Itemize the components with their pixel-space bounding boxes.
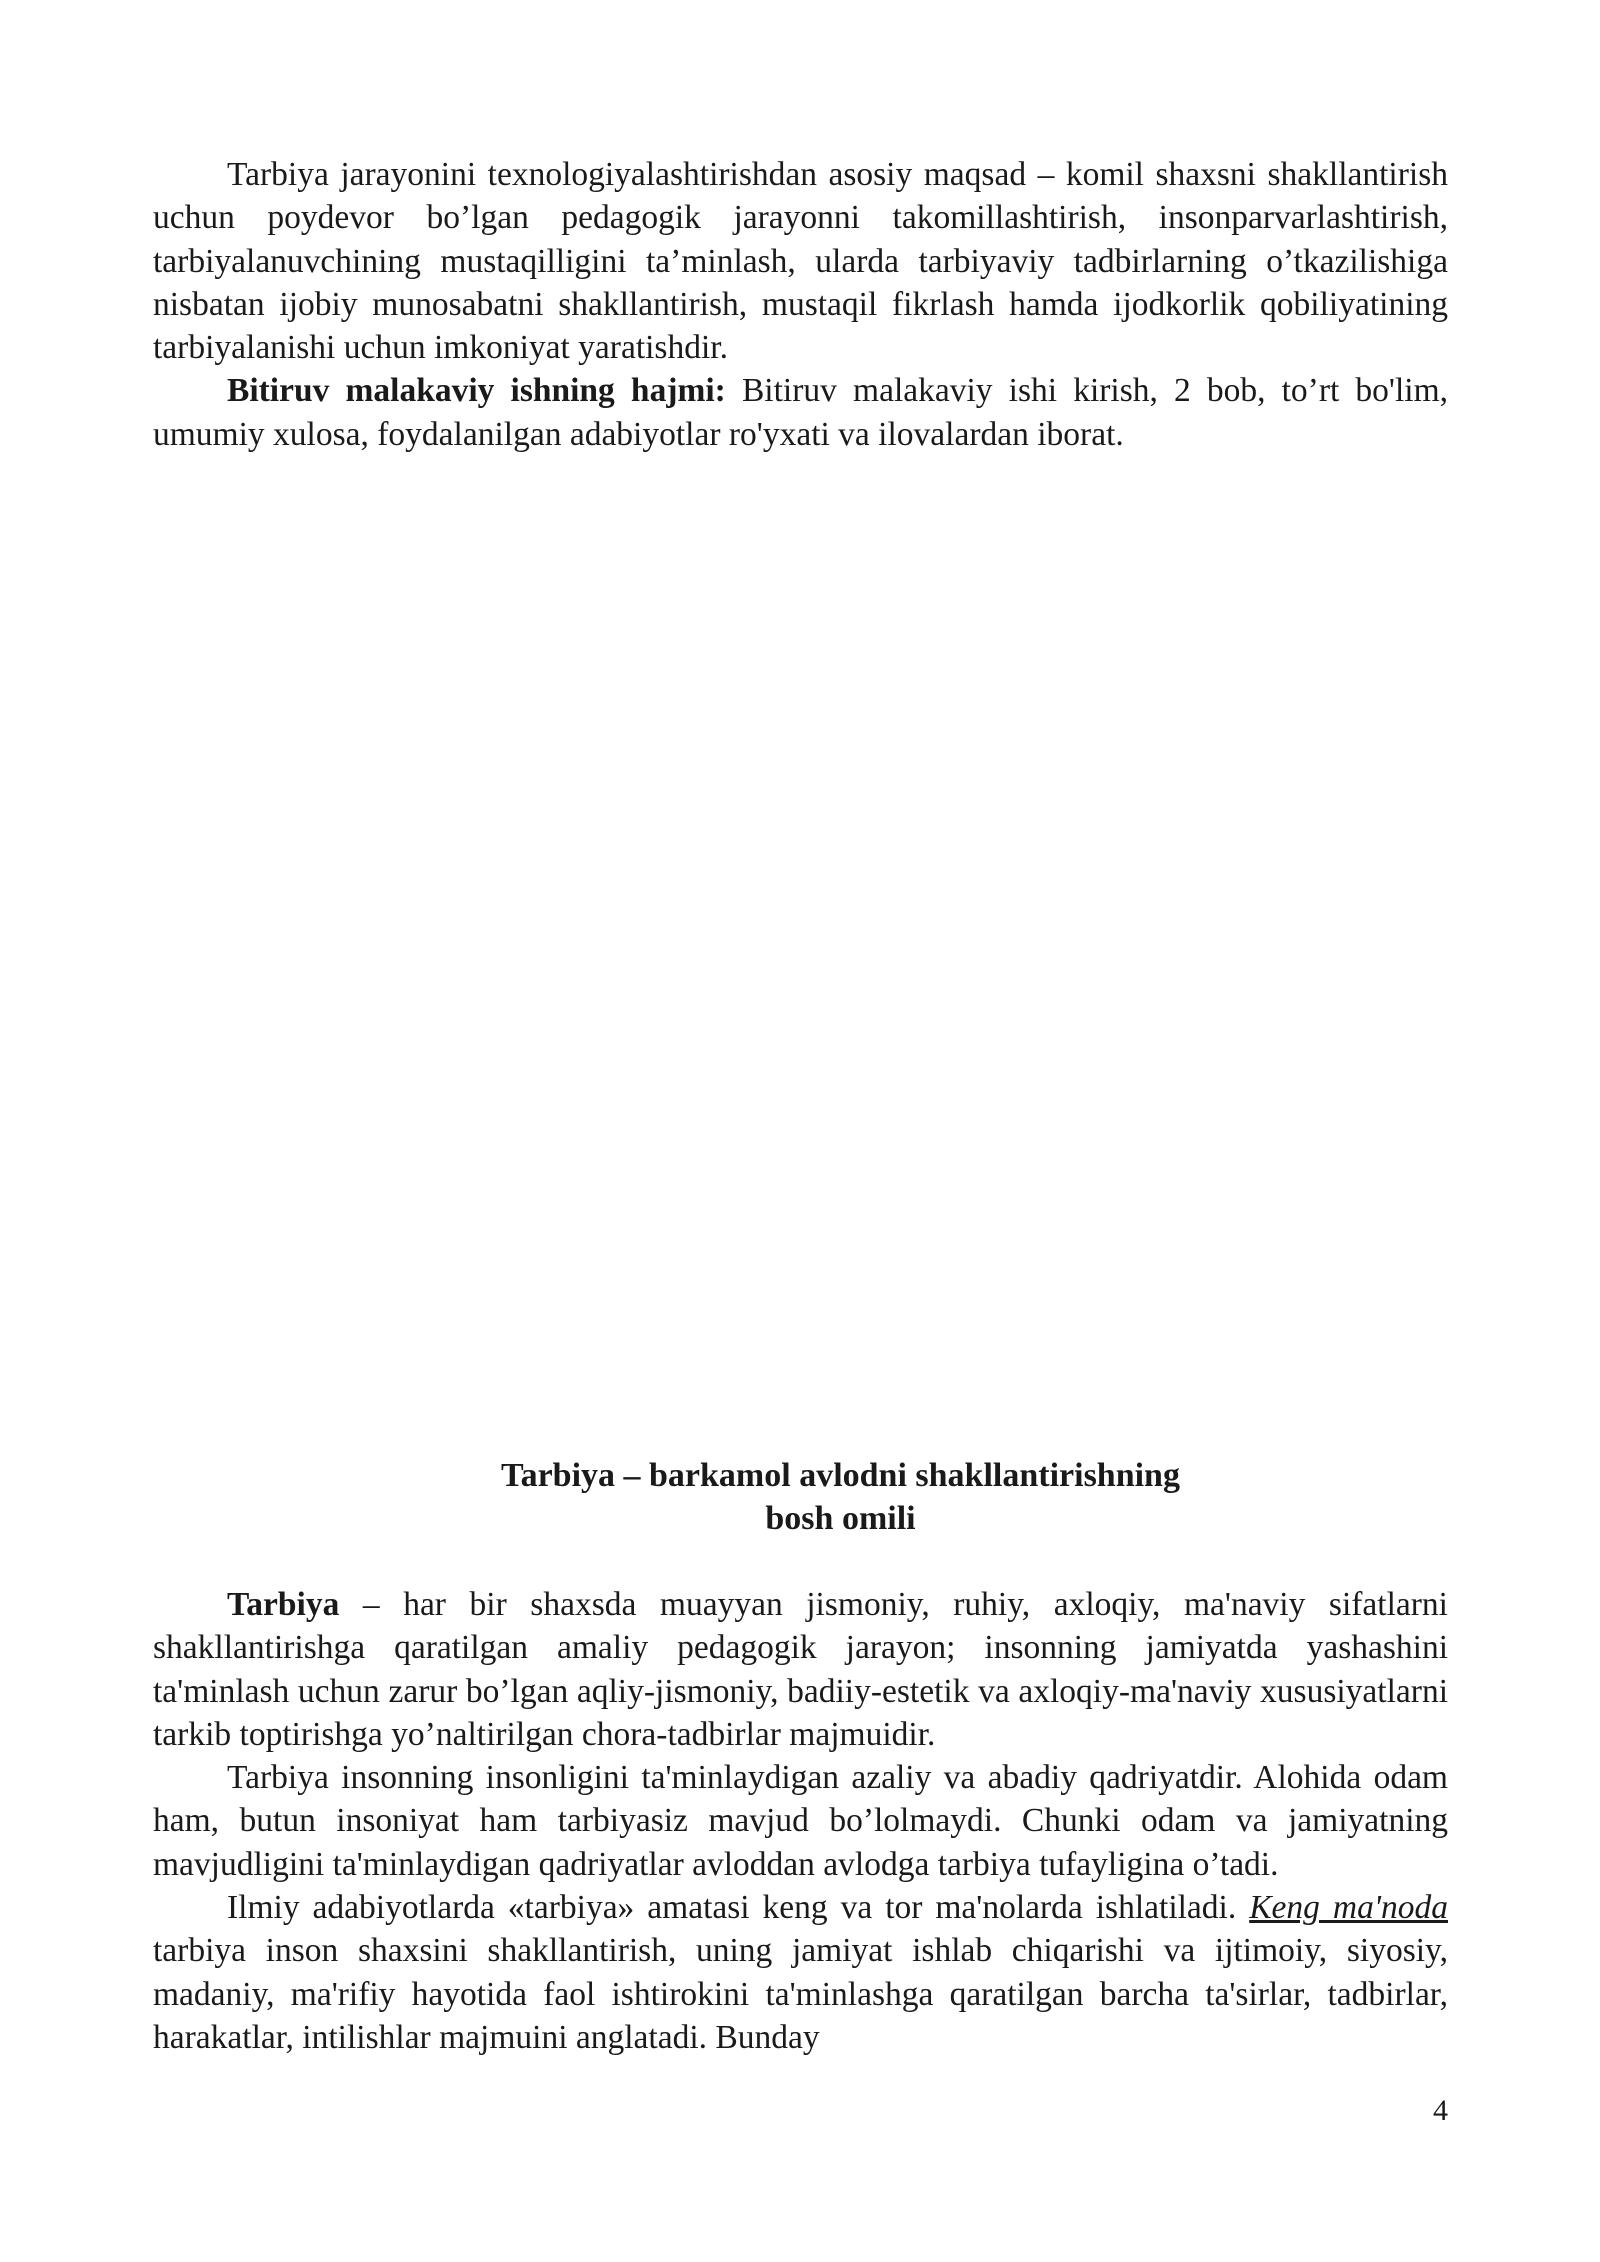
meanings-text-after: tarbiya inson shaxsini shakllantirish, uning jamiyat ishlab chiqarishi va ijtimoiy, siyosiy, madaniy, ma'rifiy hayotida faol ishtirokini ta'minlashga qaratilgan barcha ta'sirlar, tadbirlar, harakatlar, intilishlar majmuini anglatadi. Bunday bbox=[153, 1932, 1448, 2056]
paragraph-values: Tarbiya insonning insonligini ta'minlaydigan azaliy va abadiy qadriyatdir. Alohida odam ham, butun insoniyat ham tarbiyasiz mavjud bo’lolmaydi. Chunki odam va jamiyatning mavjudligini ta'minlaydigan qadriyatlar avloddan avlodga tarbiya tufayligina o’tadi. bbox=[153, 1759, 1448, 1883]
paragraph-meanings bbox=[153, 1886, 1448, 2059]
definition-text: – har bir shaxsda muayyan jismoniy, ruhiy, axloqiy, ma'naviy sifatlarni shakllantirishga qaratilgan amaliy pedagogik jarayon; insonning jamiyatda yashashini ta'minlash uchun zarur bo’lgan aqliy-jismoniy, badiiy-estetik va axloqiy-ma'naviy xususiyatlarni tarkib toptirishga yo’naltirilgan chora-tadbirlar majmuidir. bbox=[153, 1586, 1448, 1753]
section-heading bbox=[153, 1454, 1528, 1540]
thesis-volume-label: Bitiruv malakaviy ishning hajmi: bbox=[227, 372, 726, 410]
definition-term: Tarbiya bbox=[227, 1586, 340, 1623]
paragraph-definition bbox=[153, 1583, 1448, 1756]
intro-text-block bbox=[153, 153, 1448, 456]
thesis-volume-text: Bitiruv malakaviy ishi kirish, 2 bob, to’rt bo'lim, umumiy xulosa, foydalanilgan adabiyotlar ro'yxati va ilovalardan iborat. bbox=[153, 372, 1449, 453]
section-text-block bbox=[153, 1583, 1448, 2059]
paragraph-goal: Tarbiya jarayonini texnologiyalashtirishdan asosiy maqsad – komil shaxsni shakllantirish uchun poydevor bo’lgan pedagogik jarayonni takomillashtirish, insonparvarlashtirish, tarbiyalanuvchining mustaqilligini ta’minlash, ularda tarbiyaviy tadbirlarning o’tkazilishiga nisbatan ijobiy munosabatni shakllantirish, mustaqil fikrlash hamda ijodkorlik qobiliyatining tarbiyalanishi uchun imkoniyat yaratishdir. bbox=[153, 156, 1448, 367]
meanings-text-before: Ilmiy adabiyotlarda «tarbiya» amatasi keng va tor ma'nolarda ishlatiladi. bbox=[227, 1889, 1250, 1927]
paragraph-thesis-volume bbox=[153, 369, 1448, 456]
page-number: 4 bbox=[1433, 2094, 1448, 2127]
section-heading-line-1: Tarbiya – barkamol avlodni shakllantirishning bbox=[501, 1457, 1180, 1494]
keyword-broad-meaning: Keng ma'noda bbox=[1249, 1889, 1448, 1927]
section-heading-line-2: bosh omili bbox=[765, 1500, 916, 1537]
